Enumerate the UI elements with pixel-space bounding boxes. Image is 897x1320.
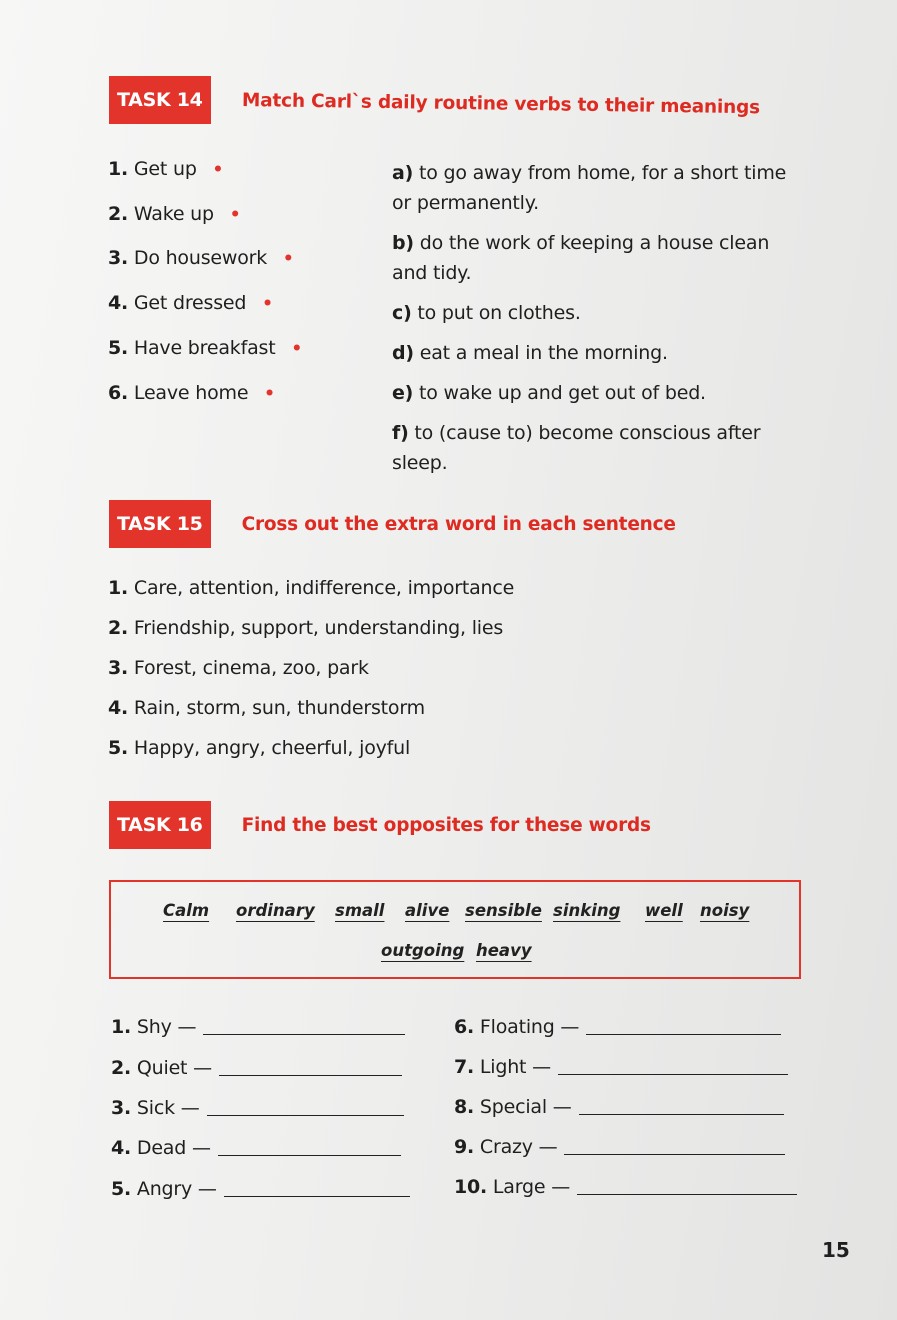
task-14-definitions [392,158,802,478]
answer-line[interactable] [218,1155,401,1156]
task-16-title: Find the best opposites for these words [241,814,651,836]
match-dot-icon[interactable]: • [291,339,302,359]
answer-line[interactable] [577,1194,797,1195]
task-15-item: 4. Rain, storm, sun, thunderstorm [108,697,425,719]
opposite-item: 8. Special — [454,1096,784,1118]
match-dot-icon[interactable]: • [212,160,224,180]
task-14-item: 3. Do housework • [108,247,294,269]
opposite-item: 10. Large — [454,1176,797,1198]
task-15-item: 5. Happy, angry, cheerful, joyful [108,737,411,759]
task-14-item: 1. Get up • [108,158,224,180]
task-14-header [109,76,760,124]
word-bank-word: alive [405,901,450,920]
task-16-badge: TASK 16 [109,801,211,849]
word-bank-word: sensible [465,901,542,920]
task-14-badge: TASK 14 [109,76,211,124]
task-14-item: 2. Wake up • [108,203,241,225]
page-number: 15 [822,1238,850,1262]
task-14-item: 6. Leave home • [108,382,275,404]
task-14-item: 4. Get dressed • [108,292,273,314]
word-bank-word: small [335,901,385,920]
answer-line[interactable] [219,1075,402,1076]
word-bank-word: heavy [476,941,532,960]
match-dot-icon[interactable]: • [262,294,273,314]
task-15-item: 2. Friendship, support, understanding, lies [108,617,504,639]
task-15-item: 1. Care, attention, indifference, importance [108,577,515,599]
opposite-item: 3. Sick — [111,1097,404,1119]
opposite-item: 5. Angry — [111,1178,410,1200]
task-14-title: Match Carl`s daily routine verbs to their meanings [241,89,760,118]
word-bank-word: noisy [700,901,750,920]
opposite-item: 4. Dead — [111,1137,401,1159]
answer-line[interactable] [224,1196,410,1197]
definition-c: c) to put on clothes. [392,302,581,324]
word-bank-word: well [645,901,683,920]
task-16-header [109,801,651,849]
match-dot-icon[interactable]: • [282,249,294,269]
answer-line[interactable] [558,1074,788,1075]
opposite-item: 7. Light — [454,1056,788,1078]
task-15-item: 3. Forest, cinema, zoo, park [108,657,369,679]
definition-d: d) eat a meal in the morning. [392,342,668,364]
word-bank-word: ordinary [236,901,315,920]
definition-f: f) to (cause to) become conscious after sleep. [392,422,761,474]
word-bank [109,880,801,979]
opposite-item: 9. Crazy — [454,1136,785,1158]
answer-line[interactable] [586,1034,781,1035]
match-dot-icon[interactable]: • [229,205,241,225]
opposite-item: 6. Floating — [454,1016,781,1038]
answer-line[interactable] [579,1114,784,1115]
answer-line[interactable] [564,1154,785,1155]
word-bank-word: Calm [163,901,210,920]
task-15-title: Cross out the extra word in each sentence [241,513,676,535]
answer-line[interactable] [203,1034,405,1035]
word-bank-word: sinking [553,901,621,920]
word-bank-word: outgoing [381,941,465,960]
definition-e: e) to wake up and get out of bed. [392,382,706,404]
task-15-badge: TASK 15 [109,500,211,548]
definition-b: b) do the work of keeping a house clean and tidy. [392,232,770,284]
match-dot-icon[interactable]: • [264,384,275,404]
task-15-header [109,500,676,548]
definition-a: a) to go away from home, for a short time or permanently. [392,162,787,214]
opposite-item: 2. Quiet — [111,1057,402,1079]
opposite-item: 1. Shy — [111,1016,405,1038]
answer-line[interactable] [207,1115,404,1116]
task-14-item: 5. Have breakfast • [108,337,302,359]
